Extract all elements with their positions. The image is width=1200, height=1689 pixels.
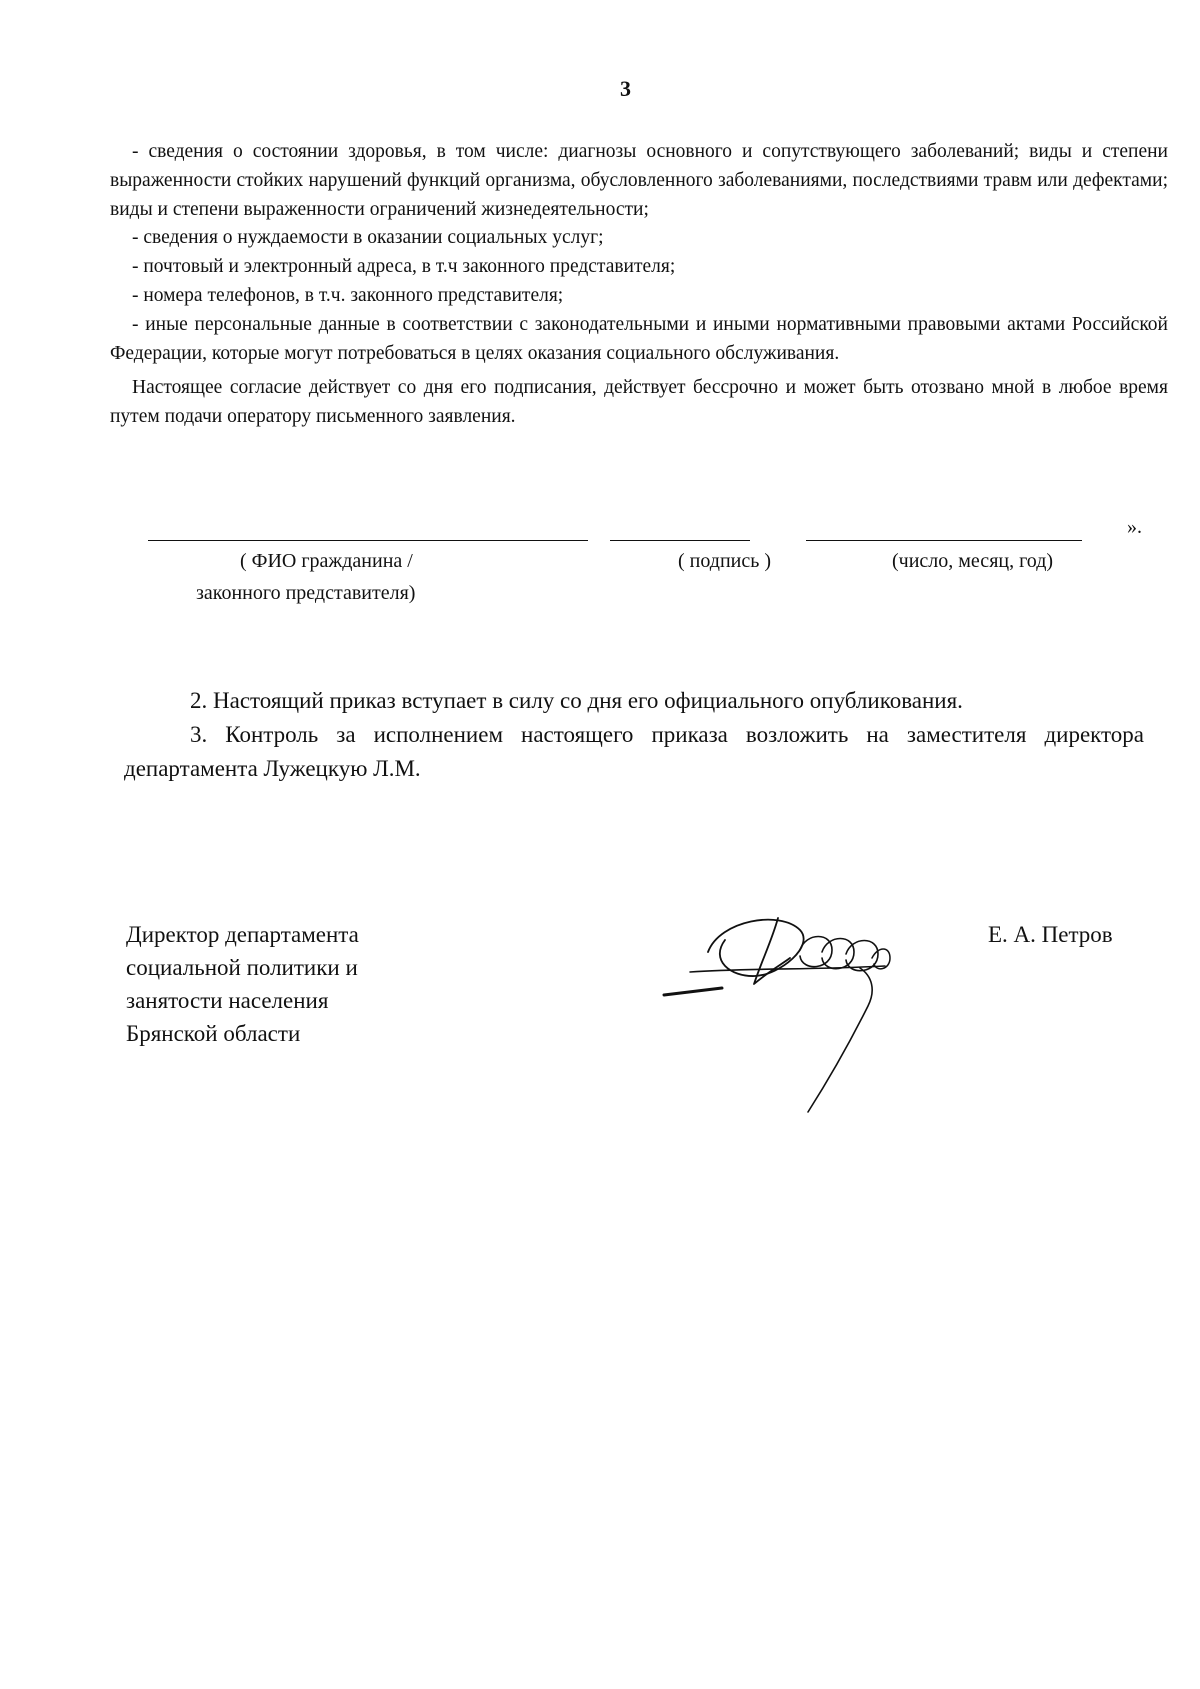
consent-item-social-services: - сведения о нуждаемости в оказании социальных услуг; xyxy=(132,227,604,249)
page-number: 3 xyxy=(620,76,631,101)
signatory-position-line: Директор департамента xyxy=(126,922,359,947)
fio-blank-line xyxy=(148,540,588,541)
signer-name: Е. А. Петров xyxy=(988,922,1113,947)
consent-item-other-data: - иные персональные данные в соответствии с законодательными и иными нормативными правовыми актами Российской Федерации, которые могут потребоваться в целях оказания социального обслуживания. xyxy=(110,313,1168,364)
closing-quote-mark: ». xyxy=(1127,516,1142,538)
signatory-position-line: занятости населения xyxy=(126,988,329,1013)
consent-item-addresses: - почтовый и электронный адреса, в т.ч законного представителя; xyxy=(132,256,676,278)
fio-caption-line1: ( ФИО гражданина / xyxy=(240,550,413,572)
fio-caption-line2: законного представителя) xyxy=(196,582,416,604)
date-blank-line xyxy=(806,540,1082,541)
order-item-3: 3. Контроль за исполнением настоящего приказа возложить на заместителя директора департамента Лужецкую Л.М. xyxy=(124,722,1144,781)
consent-validity: Настоящее согласие действует со дня его подписания, действует бессрочно и может быть отозвано мной в любое время путем подачи оператору письменного заявления. xyxy=(110,377,1168,428)
consent-item-phones: - номера телефонов, в т.ч. законного представителя; xyxy=(132,284,564,306)
consent-item-health: - сведения о состоянии здоровья, в том числе: диагнозы основного и сопутствующего заболеваний; виды и степени выраженности стойких нарушений функций организма, обусловленного заболеваниями, последствиями травм или дефектами; виды и степени выраженности ограничений жизнедеятельности; xyxy=(110,141,1168,220)
order-item-2: 2. Настоящий приказ вступает в силу со дня его официального опубликования. xyxy=(190,688,963,713)
handwritten-signature xyxy=(650,880,970,1120)
signature-blank-line xyxy=(610,540,750,541)
order-text xyxy=(124,684,1144,786)
date-caption: (число, месяц, год) xyxy=(892,550,1054,572)
signature-caption: ( подпись ) xyxy=(678,550,772,572)
signatory-position-line: Брянской области xyxy=(126,1021,301,1046)
consent-text xyxy=(110,138,1168,432)
signatory-position xyxy=(126,918,359,1050)
signatory-position-line: социальной политики и xyxy=(126,955,358,980)
